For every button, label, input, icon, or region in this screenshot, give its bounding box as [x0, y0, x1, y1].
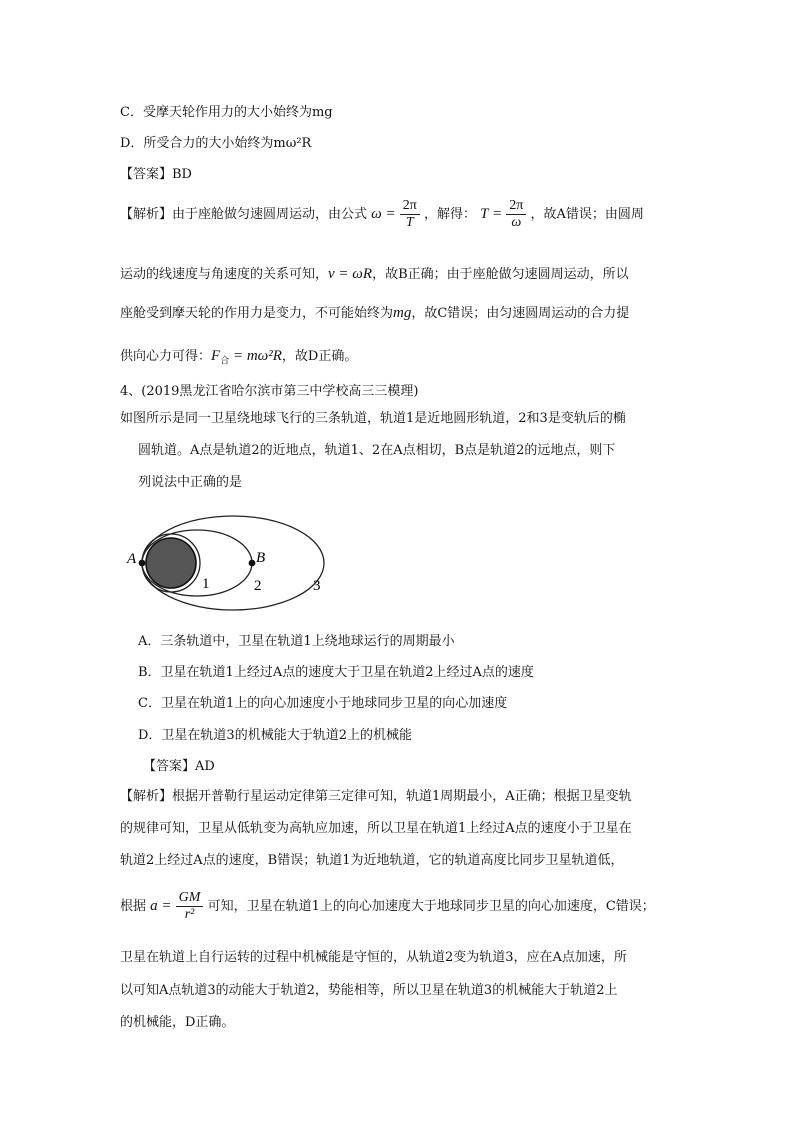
explanation-line: 轨道2上经过A点的速度，B错误；轨道1为近地轨道，它的轨道高度比同步卫星轨道低， [120, 853, 624, 868]
question-stem: 如图所示是同一卫星绕地球飞行的三条轨道，轨道1是近地圆形轨道，2和3是变轨后的椭 [120, 411, 626, 426]
text: 供向心力可得： [120, 349, 212, 364]
formula-omega: ω = $\frac{2\pi}{T}$ [371, 207, 424, 222]
text: 运动的线速度与角速度的关系可知， [120, 267, 329, 282]
question-stem: 圆轨道。A点是轨道2的近地点，轨道1、2在A点相切，B点是轨道2的远地点，则下 [138, 443, 616, 458]
text: ，故D正确。 [281, 349, 358, 364]
explanation-line [120, 346, 357, 372]
label-2: 2 [254, 578, 262, 594]
explanation-line: 的机械能，D正确。 [120, 1015, 235, 1030]
label-b: B [256, 550, 266, 566]
point-b [249, 560, 256, 567]
explanation-line [120, 264, 629, 285]
explanation-line: 【解析】根据开普勒行星运动定律第三定律可知，轨道1周期最小，A正确；根据卫星变轨 [120, 789, 632, 804]
explanation-line: 卫星在轨道上自行运转的过程中机械能是守恒的，从轨道2变为轨道3，应在A点加速，所 [120, 950, 627, 965]
orbit-diagram [118, 510, 340, 615]
explanation-line [120, 303, 629, 324]
text: ，故C错误；由匀速圆周运动的合力提 [411, 306, 630, 321]
earth [146, 538, 196, 588]
text: 根据 [120, 899, 147, 914]
formula-velocity: v = ωR [328, 266, 373, 282]
explanation-line [120, 889, 655, 924]
explanation-line: 以可知A点轨道3的动能大于轨道2，势能相等，所以卫星在轨道3的机械能大于轨道2上 [120, 983, 618, 998]
option-b: B．卫星在轨道1上经过A点的速度大于卫星在轨道2上经过A点的速度 [138, 665, 534, 680]
answer: 【答案】BD [120, 167, 192, 182]
option-c: C．受摩天轮作用力的大小始终为mg [120, 105, 333, 120]
option-d: D．所受合力的大小始终为mω²R [120, 136, 312, 151]
option-d: D．卫星在轨道3的机械能大于轨道2上的机械能 [138, 728, 412, 743]
formula-period: T = $\frac{2\pi}{\omega}$ [480, 207, 530, 222]
label-3: 3 [313, 578, 321, 594]
formula-acceleration: a = $\frac{GM}{\text{r²}}$ [150, 899, 207, 914]
label-1: 1 [202, 576, 210, 592]
formula-force: $F_合 = m\omega^2R$ [211, 348, 282, 367]
text: ，故B正确；由于座舱做匀速圆周运动，所以 [372, 267, 629, 282]
explanation-line: 的规律可知，卫星从低轨变为高轨应加速，所以卫星在轨道1上经过A点的速度小于卫星在 [120, 821, 632, 836]
text: 可知，卫星在轨道1上的向心加速度大于地球同步卫星的向心加速度，C错误； [207, 899, 655, 914]
text: ，故A错误；由圆周 [530, 207, 644, 222]
option-a: A．三条轨道中，卫星在轨道1上绕地球运行的周期最小 [138, 634, 455, 649]
label-a: A [127, 551, 137, 567]
question-stem: 列说法中正确的是 [138, 475, 243, 490]
point-a [139, 560, 146, 567]
text: 座舱受到摩天轮的作用力是变力，不可能始终为 [120, 306, 394, 321]
explanation-line [120, 197, 644, 232]
text: 【解析】由于座舱做匀速圆周运动，由公式 [120, 207, 368, 222]
text: ，解得： [423, 207, 476, 222]
option-c: C．卫星在轨道1上的向心加速度小于地球同步卫星的向心加速度 [138, 696, 508, 711]
answer: 【答案】AD [143, 759, 215, 774]
formula-mg: mg [393, 305, 412, 321]
question-header: 4、(2019黑龙江省哈尔滨市第三中学校高三三模理) [120, 384, 419, 399]
